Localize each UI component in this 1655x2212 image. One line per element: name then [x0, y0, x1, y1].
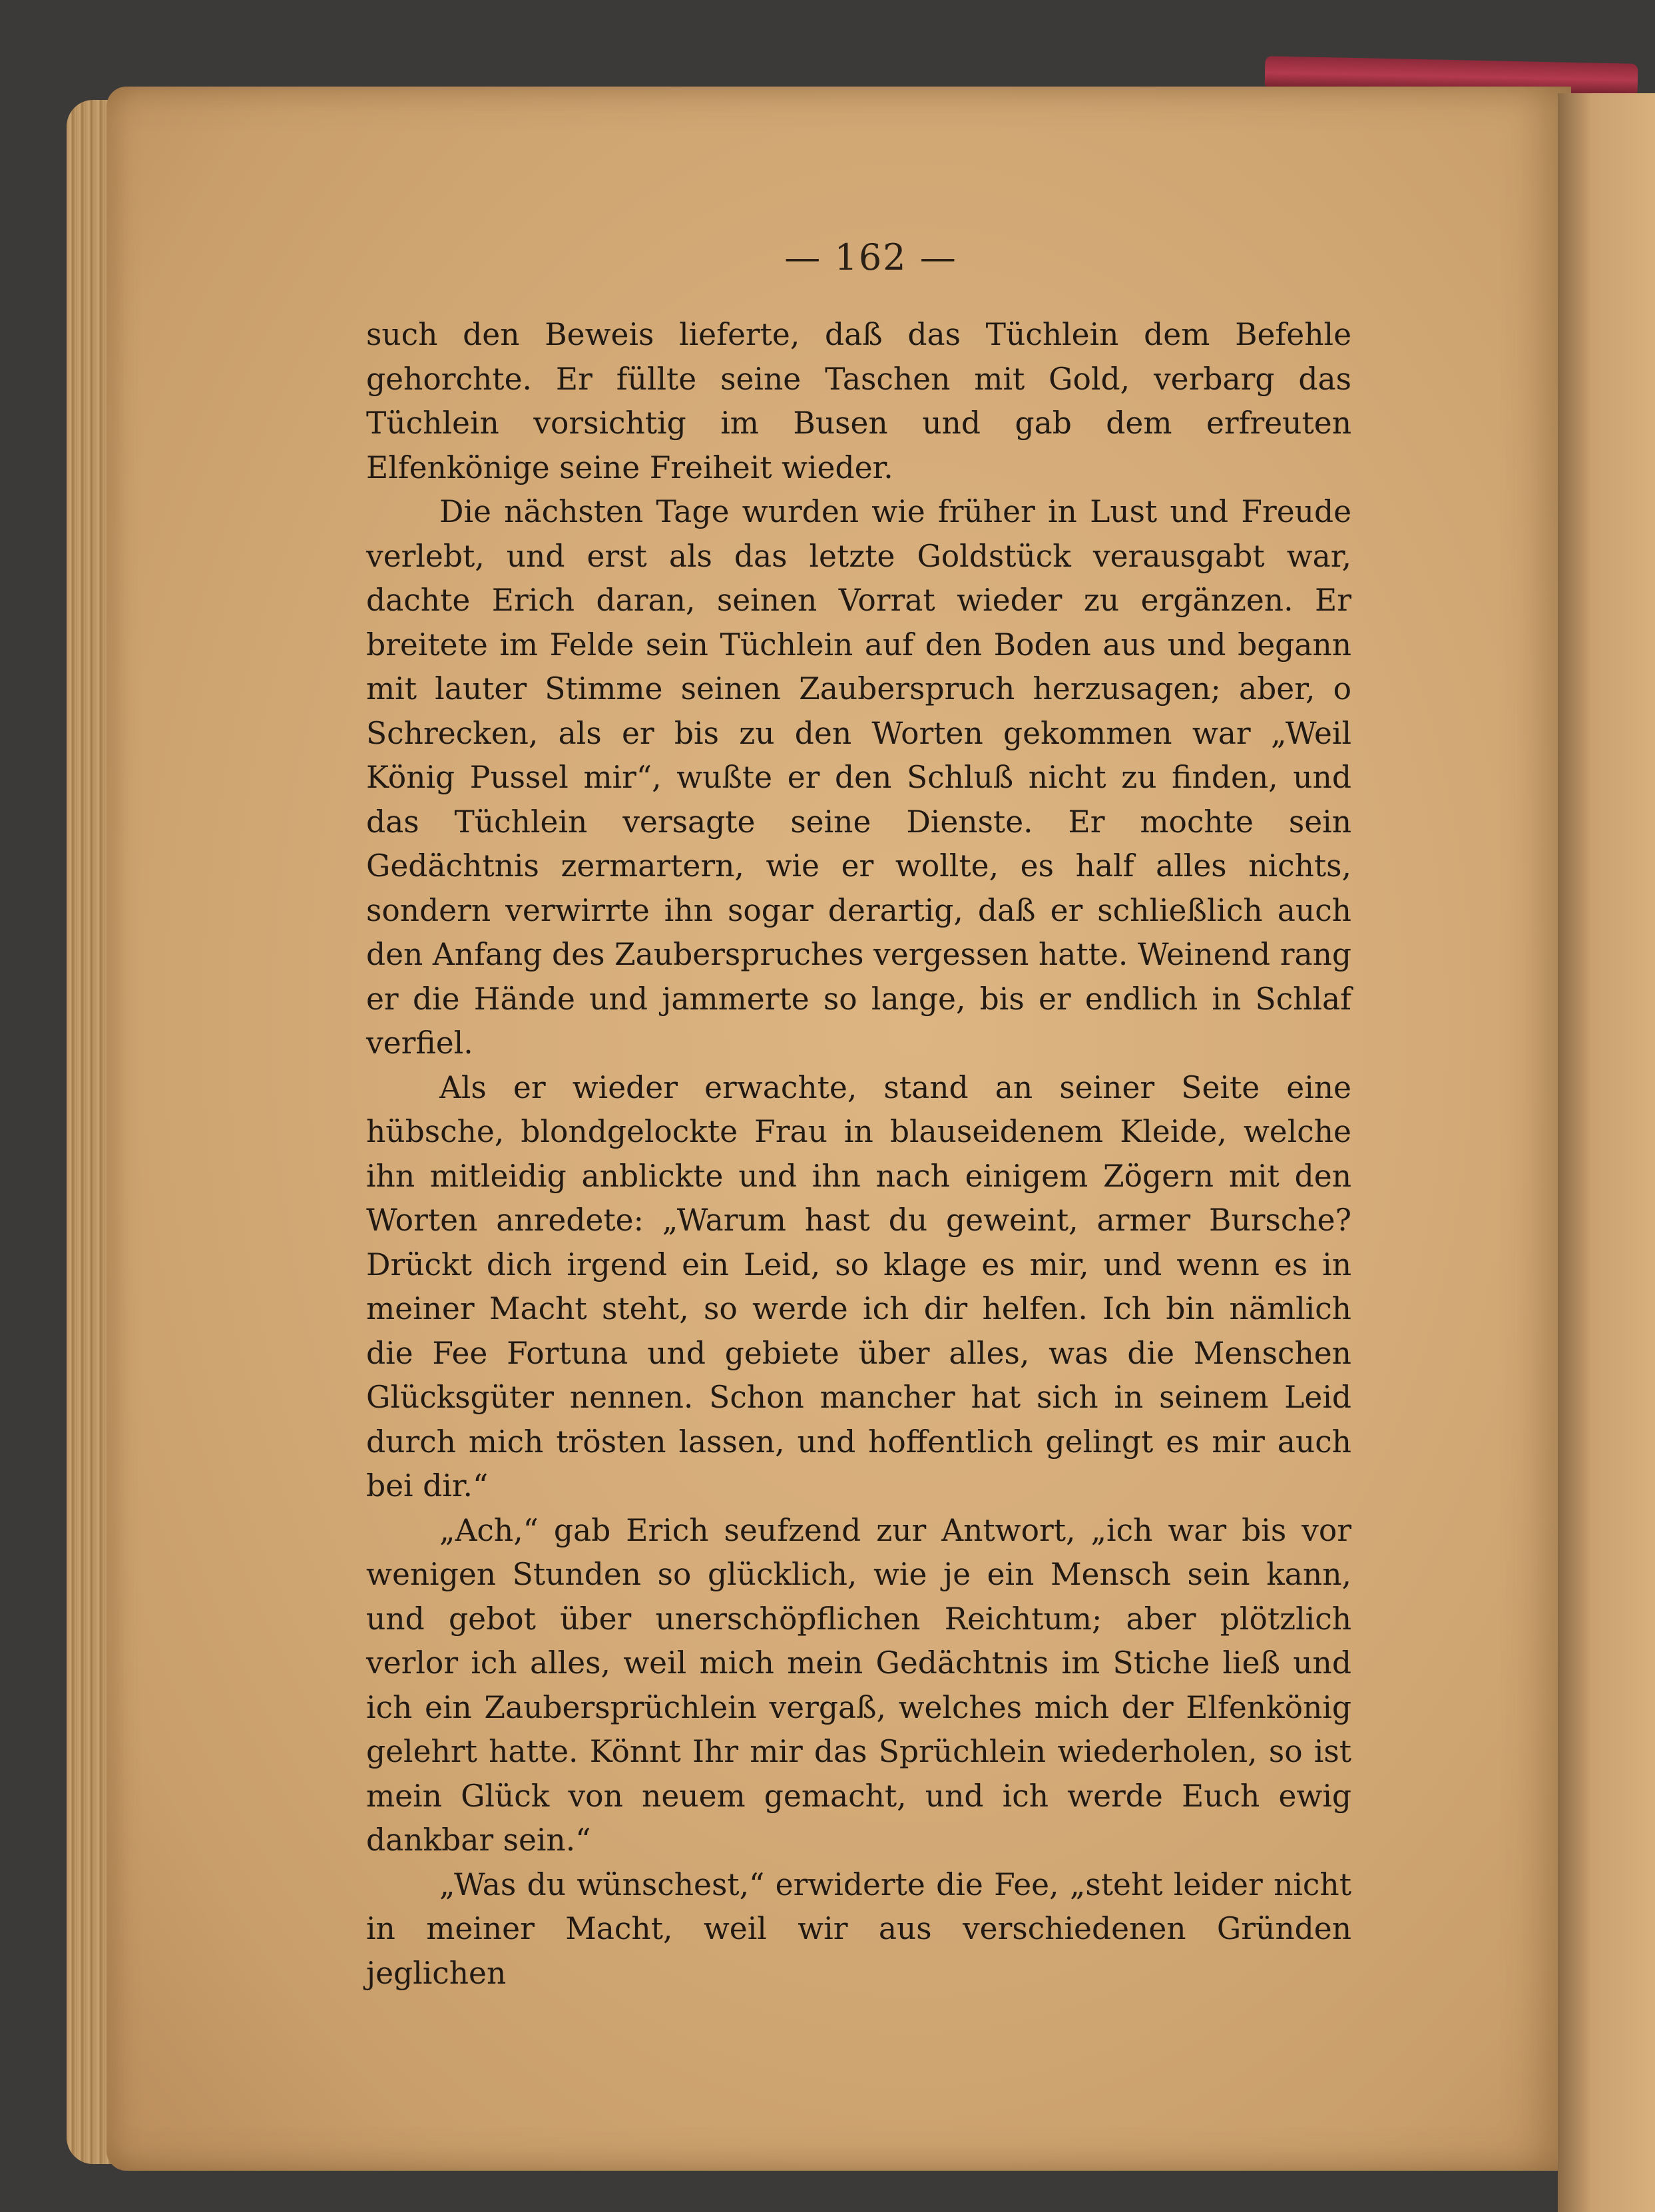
page-number	[0, 236, 1655, 278]
page-number-text: — 162 —	[784, 236, 957, 278]
paragraph: Als er wieder erwachte, stand an seiner Seite eine hübsche, blondgelockte Frau in blauseidenem Kleide, welche ihn mitleidig anblickte und ihn nach einigem Zögern mit den Worten anredete: „Warum hast du geweint, armer Bursche? Drückt dich irgend ein Leid, so klage es mir, und wenn es in meiner Macht steht, so werde ich dir helfen. Ich bin nämlich die Fee Fortuna und gebiete über alles, was die Menschen Glücksgüter nennen. Schon mancher hat sich in seinem Leid durch mich trösten lassen, und hoffentlich gelingt es mir auch bei dir.“	[366, 1069, 1351, 1504]
paragraph: „Ach,“ gab Erich seufzend zur Antwort, „ich war bis vor wenigen Stunden so glücklich, wie je ein Mensch sein kann, und gebot über unerschöpflichen Reichtum; aber plötzlich verlor ich alles, weil mich mein Gedächtnis im Stiche ließ und ich ein Zaubersprüchlein vergaß, welches mich der Elfenkönig gelehrt hatte. Könnt Ihr mir das Sprüchlein wiederholen, so ist mein Glück von neuem gemacht, und ich werde Euch ewig dankbar sein.“	[366, 1512, 1351, 1858]
facing-page-gutter	[1558, 93, 1655, 2212]
page-body-text	[366, 313, 1351, 1996]
paragraph: such den Beweis lieferte, daß das Tüchlein dem Befehle gehorchte. Er füllte seine Taschen mit Gold, verbarg das Tüchlein vorsichtig im Busen und gab dem erfreuten Elfenkönige seine Freiheit wieder.	[366, 317, 1351, 485]
paragraph: Die nächsten Tage wurden wie früher in Lust und Freude verlebt, und erst als das letzte Goldstück verausgabt war, dachte Erich daran, seinen Vorrat wieder zu ergänzen. Er breitete im Felde sein Tüchlein auf den Boden aus und begann mit lauter Stimme seinen Zauberspruch herzusagen; aber, o Schrecken, als er bis zu den Worten gekommen war „Weil König Pussel mir“, wußte er den Schluß nicht zu finden, und das Tüchlein versagte seine Dienste. Er mochte sein Gedächtnis zermartern, wie er wollte, es half alles nichts, sondern verwirrte ihn sogar derartig, daß er schließlich auch den Anfang des Zauberspruches vergessen hatte. Weinend rang er die Hände und jammerte so lange, bis er endlich in Schlaf verfiel.	[366, 494, 1351, 1061]
paragraph: „Was du wünschest,“ erwiderte die Fee, „steht leider nicht in meiner Macht, weil wir aus verschiedenen Gründen jeglichen	[366, 1866, 1351, 1991]
